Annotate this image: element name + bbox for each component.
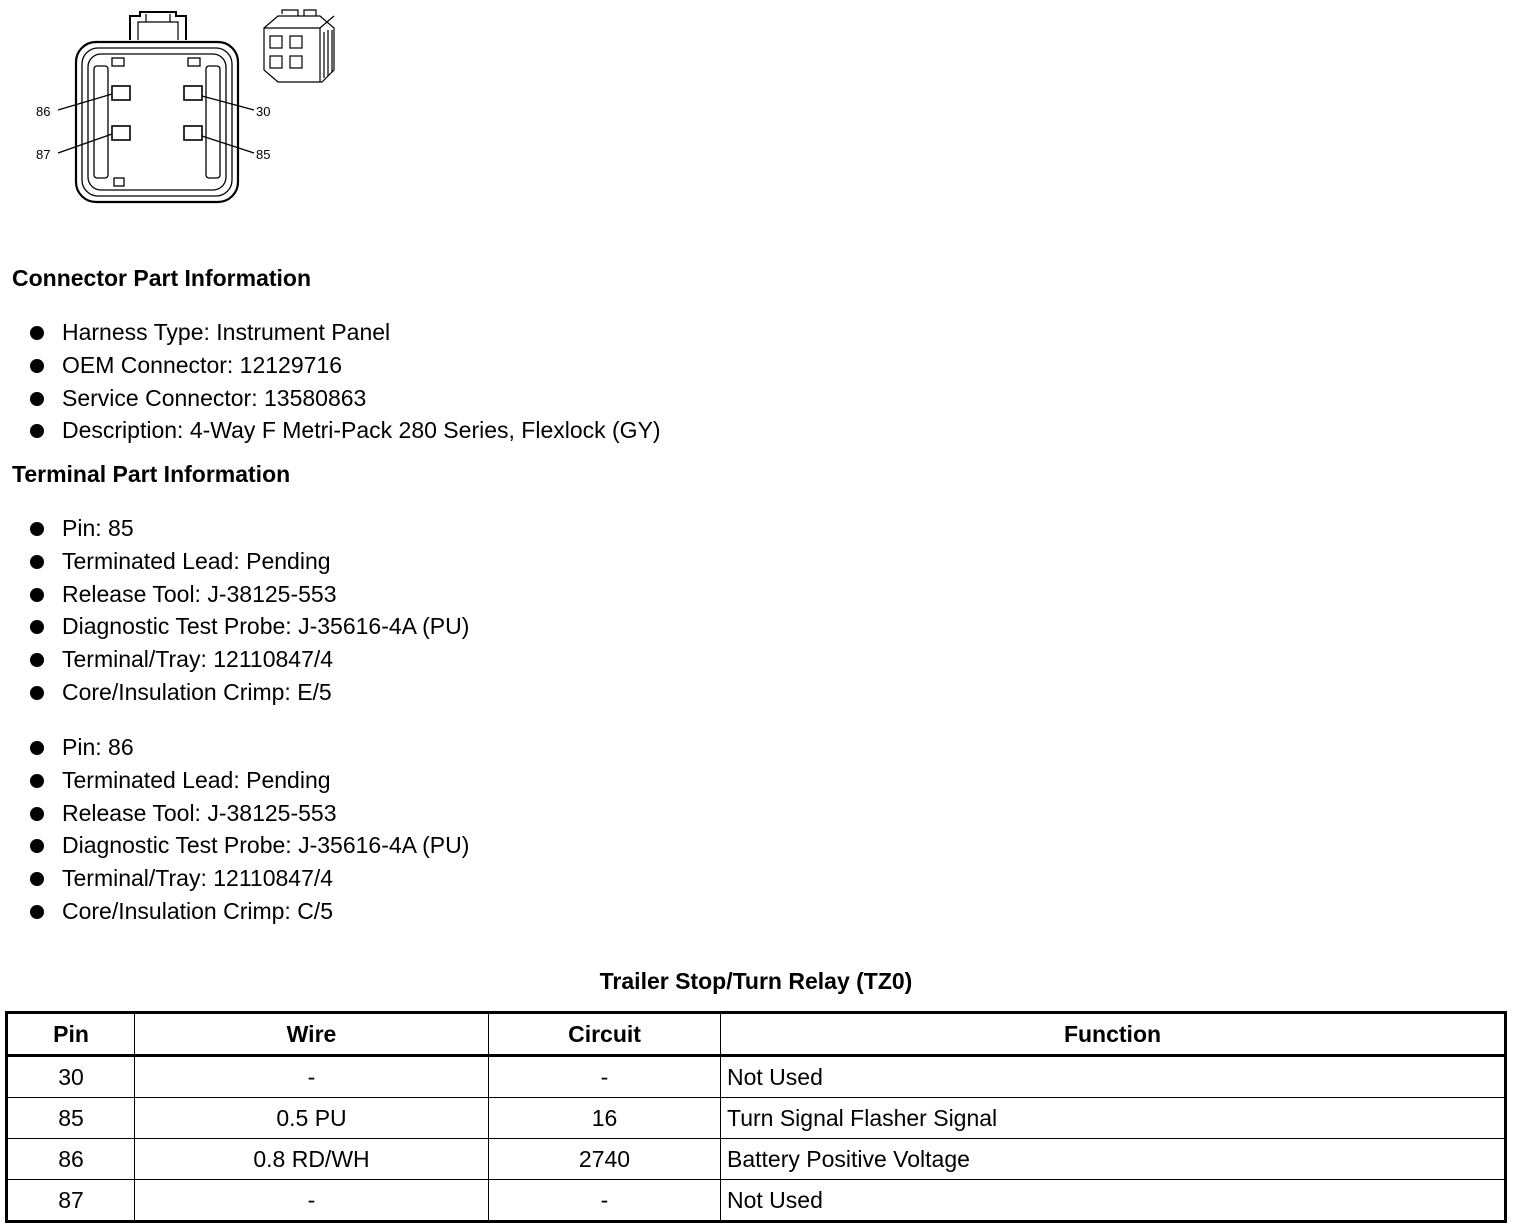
cell-function: Turn Signal Flasher Signal [721, 1098, 1506, 1139]
terminal-group-pin-86 [30, 731, 469, 928]
pin-label-87: 87 [36, 147, 51, 162]
header-wire: Wire [135, 1013, 489, 1056]
pin-label-85: 85 [256, 147, 271, 162]
cell-circuit: - [489, 1180, 721, 1222]
pin-table [5, 1011, 1507, 1223]
list-item: Core/Insulation Crimp: C/5 [30, 895, 469, 928]
list-item: Pin: 85 [30, 512, 469, 545]
list-item: Release Tool: J-38125-553 [30, 578, 469, 611]
list-item: Terminal/Tray: 12110847/4 [30, 862, 469, 895]
cell-pin: 86 [7, 1139, 135, 1180]
list-item: Terminated Lead: Pending [30, 545, 469, 578]
cell-circuit: 2740 [489, 1139, 721, 1180]
table-row [7, 1180, 1506, 1222]
terminal-part-heading: Terminal Part Information [12, 461, 291, 487]
pin-label-30: 30 [256, 104, 271, 119]
list-item: OEM Connector: 12129716 [30, 349, 661, 382]
cell-wire: - [135, 1180, 489, 1222]
cell-circuit: 16 [489, 1098, 721, 1139]
header-pin: Pin [7, 1013, 135, 1056]
cell-wire: 0.8 RD/WH [135, 1139, 489, 1180]
cell-pin: 85 [7, 1098, 135, 1139]
header-circuit: Circuit [489, 1013, 721, 1056]
cell-function: Battery Positive Voltage [721, 1139, 1506, 1180]
list-item: Description: 4-Way F Metri-Pack 280 Series, Flexlock (GY) [30, 414, 661, 447]
cell-wire: 0.5 PU [135, 1098, 489, 1139]
connector-thumbnail [264, 10, 334, 82]
list-item: Terminal/Tray: 12110847/4 [30, 643, 469, 676]
list-item: Diagnostic Test Probe: J-35616-4A (PU) [30, 610, 469, 643]
connector-face [58, 12, 254, 202]
table-header-row [7, 1013, 1506, 1056]
list-item: Pin: 86 [30, 731, 469, 764]
table-title: Trailer Stop/Turn Relay (TZ0) [599, 968, 913, 994]
table-row [7, 1139, 1506, 1180]
cell-pin: 87 [7, 1180, 135, 1222]
cell-pin: 30 [7, 1056, 135, 1098]
connector-part-heading: Connector Part Information [12, 265, 312, 291]
cell-circuit: - [489, 1056, 721, 1098]
header-function: Function [721, 1013, 1506, 1056]
cell-function: Not Used [721, 1180, 1506, 1222]
list-item: Core/Insulation Crimp: E/5 [30, 676, 469, 709]
table-row [7, 1056, 1506, 1098]
list-item: Harness Type: Instrument Panel [30, 316, 661, 349]
list-item: Service Connector: 13580863 [30, 382, 661, 415]
connector-diagram [28, 8, 348, 208]
table-row [7, 1098, 1506, 1139]
terminal-group-pin-85 [30, 512, 469, 709]
list-item: Release Tool: J-38125-553 [30, 797, 469, 830]
list-item: Terminated Lead: Pending [30, 764, 469, 797]
pin-label-86: 86 [36, 104, 51, 119]
list-item: Diagnostic Test Probe: J-35616-4A (PU) [30, 829, 469, 862]
cell-function: Not Used [721, 1056, 1506, 1098]
connector-part-list [30, 316, 661, 447]
cell-wire: - [135, 1056, 489, 1098]
